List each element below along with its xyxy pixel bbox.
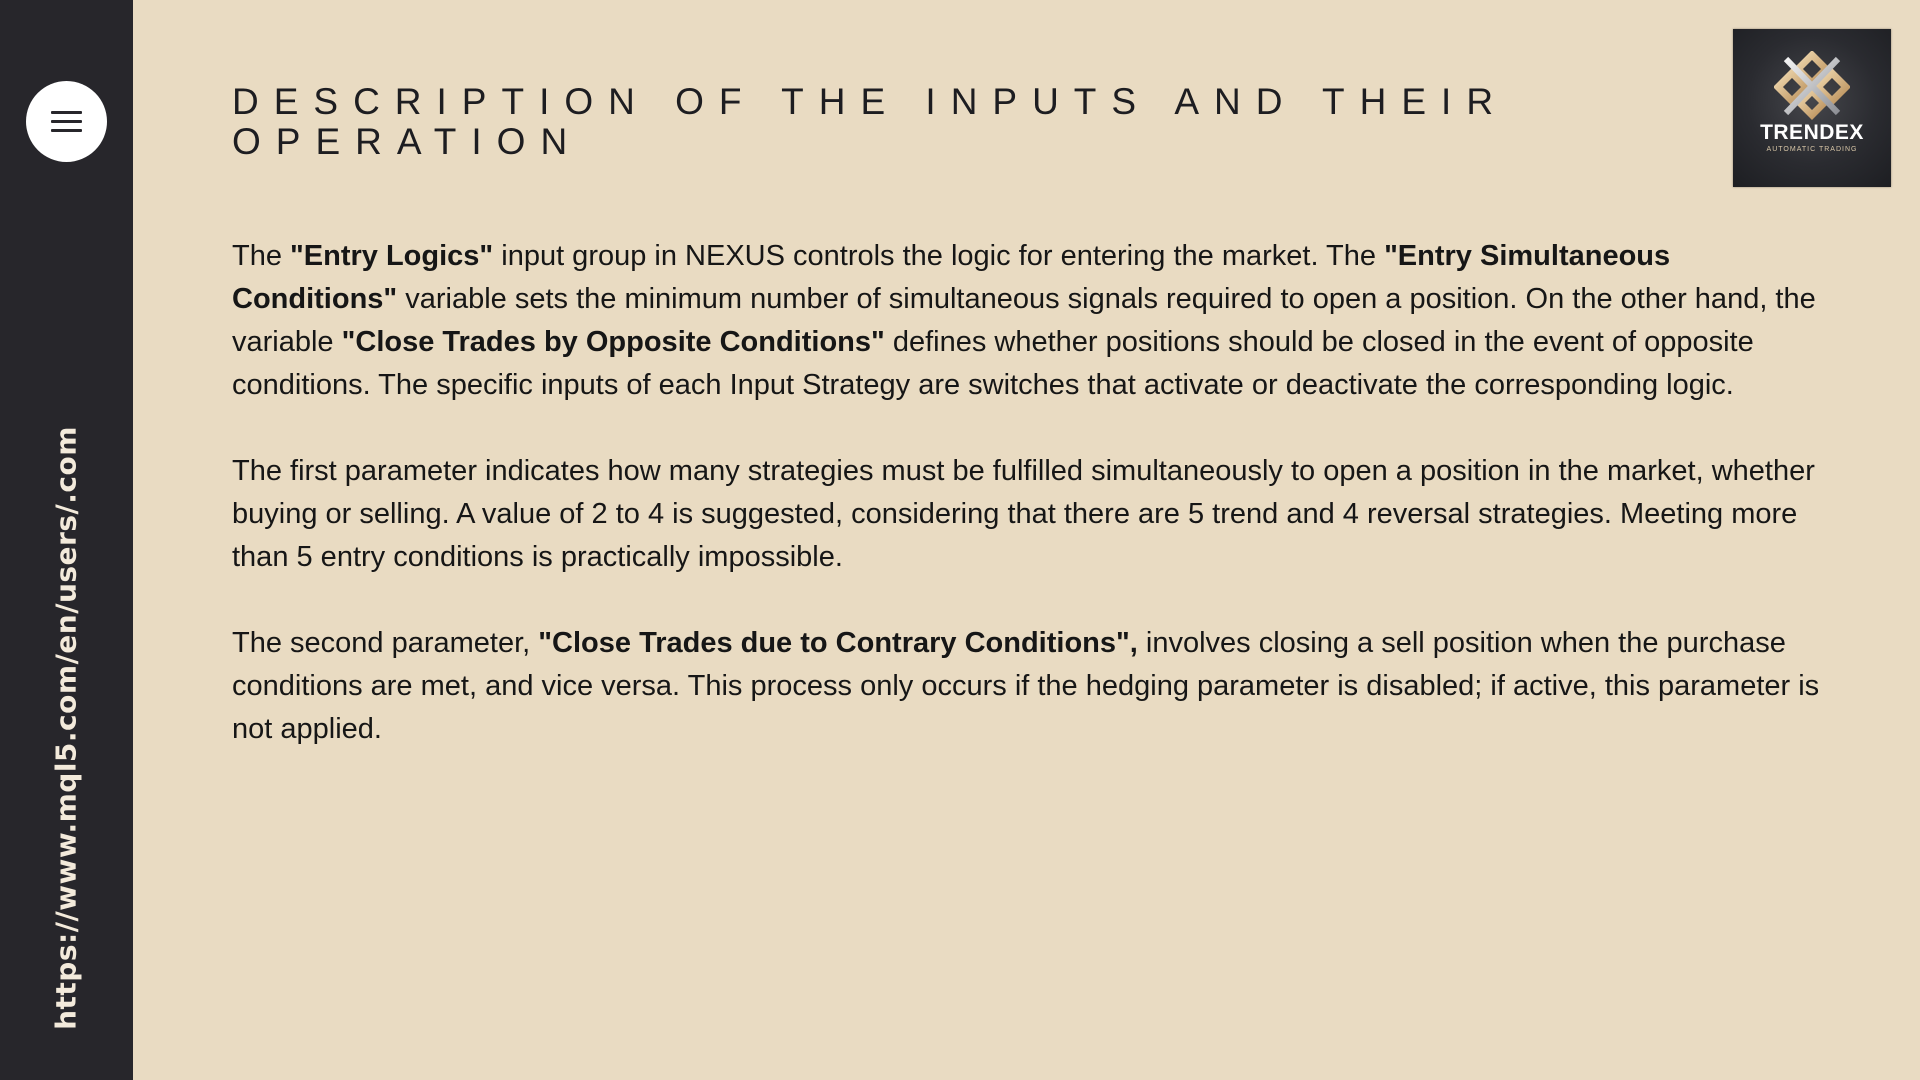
bold-term-close-trades-opposite: "Close Trades by Opposite Conditions" — [341, 326, 885, 358]
bold-term-entry-logics: "Entry Logics" — [290, 240, 494, 272]
logo-tagline: AUTOMATIC TRADING — [1766, 146, 1858, 153]
paragraph-first-parameter — [232, 450, 1832, 579]
logo-brand-text: TRENDEX — [1760, 121, 1864, 144]
paragraph-entry-logics — [232, 235, 1832, 407]
bold-term-entry-simultaneous-conditions: "Entry Simultaneous Conditions" — [232, 240, 1671, 315]
text-run: The — [232, 240, 291, 272]
text-run: input group in NEXUS controls the logic for entering the market. The — [493, 240, 1385, 272]
text-run: The second parameter, — [232, 627, 539, 659]
content-body — [232, 235, 1832, 751]
menu-button[interactable] — [26, 81, 107, 162]
text-run: involves closing a sell position when the purchase conditions are met, and vice versa. This process only occurs if the hedging parameter is disabled; if active, this parameter is not applied. — [232, 627, 1820, 745]
hamburger-menu-icon — [51, 110, 82, 133]
text-run: defines whether positions should be closed in the event of opposite conditions. The specific inputs of each Input Strategy are switches that activate or deactivate the corresponding logic. — [232, 326, 1754, 401]
trendex-logo — [1733, 29, 1891, 187]
sidebar — [0, 0, 133, 1080]
sidebar-url-link[interactable]: https://www.mql5.com/en/users/.com — [49, 426, 83, 1030]
logo-mark-icon — [1774, 51, 1850, 121]
bold-term-close-trades-contrary: "Close Trades due to Contrary Conditions", — [538, 627, 1138, 659]
text-run: The first parameter indicates how many strategies must be fulfilled simultaneously to open a position in the market, whether buying or selling. A value of 2 to 4 is suggested, considering that there are 5 trend and 4 reversal strategies. Meeting more than 5 entry conditions is practically impossible. — [232, 455, 1815, 573]
paragraph-second-parameter — [232, 622, 1832, 751]
text-run: variable sets the minimum number of simultaneous signals required to open a position. On the other hand, the variable — [232, 283, 1816, 358]
page-title: DESCRIPTION OF THE INPUTS AND THEIR OPERATION — [232, 81, 1509, 162]
